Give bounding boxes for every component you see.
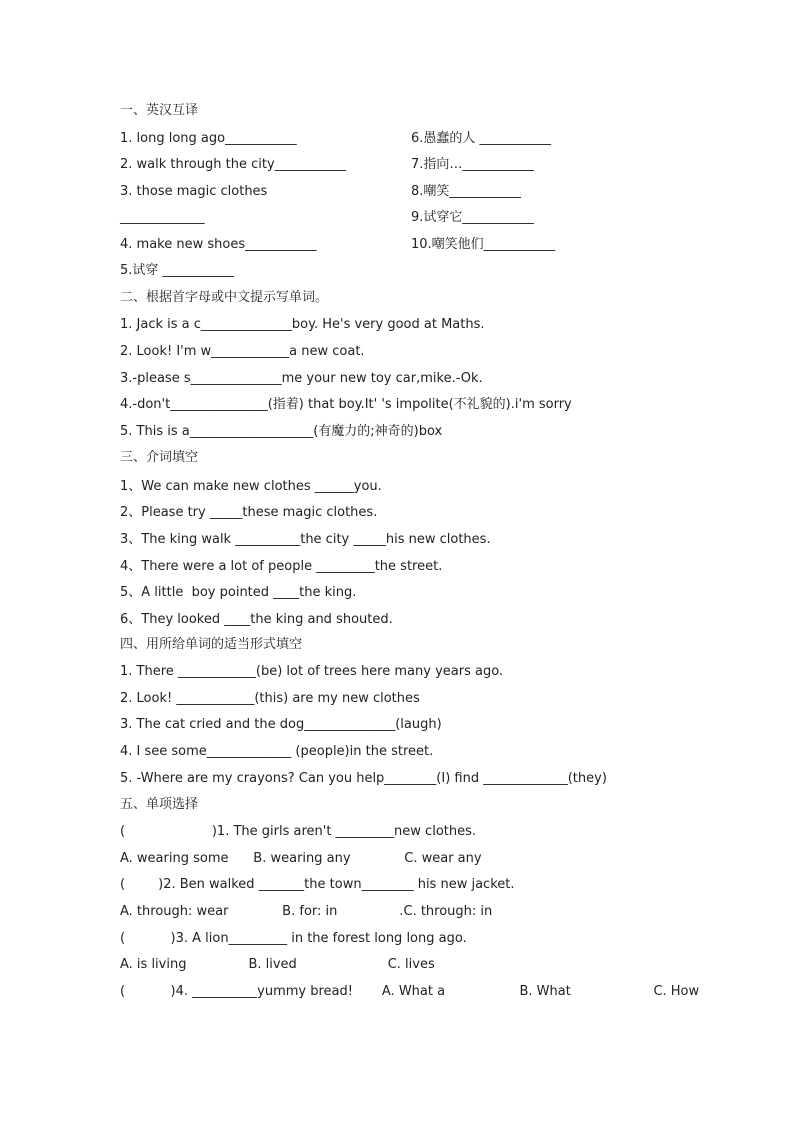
s1-item10: 10.嘲笑他们___________: [411, 237, 556, 252]
s5-q1-options: A. wearing some B. wearing any C. wear any: [120, 851, 482, 866]
s3-q4: 4、There were a lot of people _________the street.: [120, 559, 443, 574]
s4-q4: 4. I see some_____________ (people)in the street.: [120, 744, 434, 759]
s3-q2: 2、Please try _____these magic clothes.: [120, 505, 378, 520]
s1-item3: 3. those magic clothes: [120, 184, 268, 199]
section4-heading: 四、用所给单词的适当形式填空: [120, 637, 303, 652]
s1-item9: 9.试穿它___________: [411, 210, 534, 225]
s3-q3: 3、The king walk __________the city _____his new clothes.: [120, 532, 491, 547]
s3-q5: 5、A little boy pointed ____the king.: [120, 585, 357, 600]
s2-q5: 5. This is a___________________(有魔力的;神奇的)box: [120, 424, 443, 439]
s4-q2: 2. Look! ____________(this) are my new clothes: [120, 691, 420, 706]
s1-item5: 5.试穿 ___________: [120, 263, 235, 278]
s1-item4: 4. make new shoes___________: [120, 237, 317, 252]
s2-q2: 2. Look! I'm w____________a new coat.: [120, 344, 365, 359]
section5-heading: 五、单项选择: [120, 797, 199, 812]
section3-heading: 三、介词填空: [120, 450, 199, 465]
s3-q1: 1、We can make new clothes ______you.: [120, 479, 382, 494]
section2-heading: 二、根据首字母或中文提示写单词。: [120, 290, 329, 305]
s5-q2-options: A. through: wear B. for: in .C. through: in: [120, 904, 493, 919]
s1-item6: 6.愚蠢的人 ___________: [411, 131, 552, 146]
s1-item8: 8.嘲笑___________: [411, 184, 521, 199]
s5-q3-options: A. is living B. lived C. lives: [120, 957, 435, 972]
s1-item3-blank: _____________: [120, 210, 205, 225]
s4-q1: 1. There ____________(be) lot of trees here many years ago.: [120, 664, 504, 679]
s1-item1: 1. long long ago___________: [120, 131, 297, 146]
s4-q5: 5. -Where are my crayons? Can you help________(I) find _____________(they): [120, 771, 607, 786]
s5-q3: ( )3. A lion_________ in the forest long long ago.: [120, 931, 467, 946]
section1-heading: 一、英汉互译: [120, 103, 199, 118]
s5-q1: ( )1. The girls aren't _________new clothes.: [120, 824, 477, 839]
s1-item2: 2. walk through the city___________: [120, 157, 347, 172]
s2-q4: 4.-don't_______________(指着) that boy.It' 's impolite(不礼貌的).i'm sorry: [120, 397, 572, 412]
s1-item7: 7.指向…___________: [411, 157, 534, 172]
s4-q3: 3. The cat cried and the dog______________(laugh): [120, 717, 442, 732]
s3-q6: 6、They looked ____the king and shouted.: [120, 612, 393, 627]
s5-q2: ( )2. Ben walked _______the town________ his new jacket.: [120, 877, 515, 892]
s5-q4: ( )4. __________yummy bread! A. What a B. What C. How: [120, 984, 700, 999]
s2-q3: 3.-please s______________me your new toy car,mike.-Ok.: [120, 371, 483, 386]
s2-q1: 1. Jack is a c______________boy. He's very good at Maths.: [120, 317, 485, 332]
